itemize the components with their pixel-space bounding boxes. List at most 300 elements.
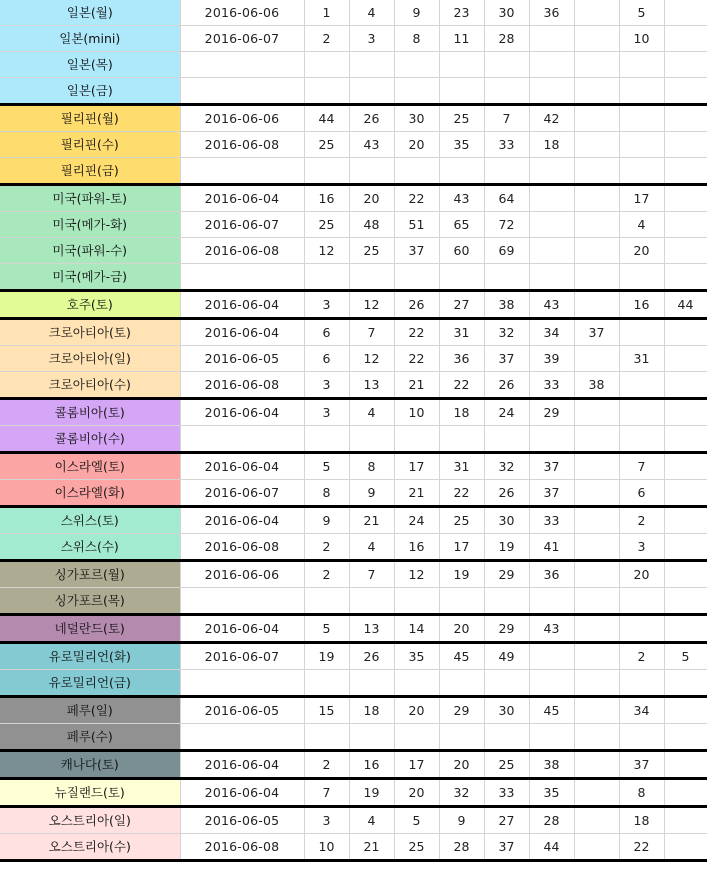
winning-number-cell: 2: [619, 643, 664, 670]
winning-number-cell: 17: [394, 453, 439, 480]
table-row: [0, 561, 707, 588]
draw-date-cell: 2016-06-04: [180, 185, 304, 212]
winning-number-cell: [574, 670, 619, 697]
winning-number-cell: [664, 26, 707, 52]
winning-number-cell: 41: [529, 534, 574, 561]
lottery-name-cell: 미국(파워-토): [0, 185, 180, 212]
winning-number-cell: [394, 264, 439, 291]
winning-number-cell: 3: [619, 534, 664, 561]
winning-number-cell: 20: [349, 185, 394, 212]
winning-number-cell: [349, 52, 394, 78]
winning-number-cell: [484, 426, 529, 453]
winning-number-cell: [349, 724, 394, 751]
winning-number-cell: 22: [394, 319, 439, 346]
draw-date-cell: [180, 588, 304, 615]
winning-number-cell: [574, 399, 619, 426]
winning-number-cell: [484, 724, 529, 751]
winning-number-cell: [529, 212, 574, 238]
winning-number-cell: 24: [484, 399, 529, 426]
winning-number-cell: 43: [529, 291, 574, 319]
winning-number-cell: [574, 0, 619, 26]
winning-number-cell: 15: [304, 697, 349, 724]
winning-number-cell: 31: [439, 453, 484, 480]
winning-number-cell: [529, 26, 574, 52]
winning-number-cell: [619, 78, 664, 105]
winning-number-cell: [574, 264, 619, 291]
winning-number-cell: 22: [619, 834, 664, 861]
winning-number-cell: 27: [484, 807, 529, 834]
winning-number-cell: [574, 26, 619, 52]
winning-number-cell: 6: [619, 480, 664, 507]
winning-number-cell: [484, 52, 529, 78]
lottery-name-cell: 유로밀리언(금): [0, 670, 180, 697]
winning-number-cell: 26: [484, 480, 529, 507]
winning-number-cell: [664, 426, 707, 453]
winning-number-cell: 38: [529, 751, 574, 779]
winning-number-cell: 29: [484, 561, 529, 588]
winning-number-cell: 7: [484, 105, 529, 132]
winning-number-cell: 9: [304, 507, 349, 534]
winning-number-cell: [619, 724, 664, 751]
winning-number-cell: 33: [529, 372, 574, 399]
winning-number-cell: [664, 534, 707, 561]
winning-number-cell: 43: [439, 185, 484, 212]
winning-number-cell: 51: [394, 212, 439, 238]
winning-number-cell: 27: [439, 291, 484, 319]
winning-number-cell: 19: [439, 561, 484, 588]
winning-number-cell: [664, 561, 707, 588]
winning-number-cell: [439, 426, 484, 453]
winning-number-cell: 8: [349, 453, 394, 480]
winning-number-cell: 38: [574, 372, 619, 399]
winning-number-cell: [574, 507, 619, 534]
winning-number-cell: 20: [439, 751, 484, 779]
winning-number-cell: [664, 264, 707, 291]
winning-number-cell: [619, 158, 664, 185]
winning-number-cell: 44: [529, 834, 574, 861]
winning-number-cell: [664, 0, 707, 26]
winning-number-cell: 18: [529, 132, 574, 158]
lottery-name-cell: 싱가포르(목): [0, 588, 180, 615]
lottery-name-cell: 일본(월): [0, 0, 180, 26]
winning-number-cell: 17: [439, 534, 484, 561]
winning-number-cell: [529, 52, 574, 78]
draw-date-cell: 2016-06-08: [180, 534, 304, 561]
winning-number-cell: [619, 372, 664, 399]
winning-number-cell: [664, 319, 707, 346]
winning-number-cell: 25: [304, 132, 349, 158]
winning-number-cell: [664, 238, 707, 264]
winning-number-cell: 31: [439, 319, 484, 346]
winning-number-cell: [529, 264, 574, 291]
winning-number-cell: 21: [394, 372, 439, 399]
winning-number-cell: 34: [529, 319, 574, 346]
winning-number-cell: [574, 158, 619, 185]
winning-number-cell: [664, 480, 707, 507]
lottery-name-cell: 일본(mini): [0, 26, 180, 52]
winning-number-cell: [664, 697, 707, 724]
winning-number-cell: 11: [439, 26, 484, 52]
winning-number-cell: 18: [439, 399, 484, 426]
winning-number-cell: 21: [349, 507, 394, 534]
winning-number-cell: 7: [349, 319, 394, 346]
winning-number-cell: 29: [529, 399, 574, 426]
winning-number-cell: 34: [619, 697, 664, 724]
winning-number-cell: [619, 105, 664, 132]
draw-date-cell: 2016-06-08: [180, 372, 304, 399]
winning-number-cell: 37: [574, 319, 619, 346]
winning-number-cell: [529, 724, 574, 751]
winning-number-cell: 16: [619, 291, 664, 319]
table-row: [0, 346, 707, 372]
winning-number-cell: [439, 264, 484, 291]
table-row: [0, 399, 707, 426]
table-row: [0, 615, 707, 643]
winning-number-cell: [394, 588, 439, 615]
winning-number-cell: [664, 779, 707, 807]
winning-number-cell: 37: [394, 238, 439, 264]
winning-number-cell: [574, 52, 619, 78]
draw-date-cell: [180, 426, 304, 453]
winning-number-cell: 33: [529, 507, 574, 534]
winning-number-cell: [349, 426, 394, 453]
winning-number-cell: 30: [484, 0, 529, 26]
table-row: [0, 372, 707, 399]
winning-number-cell: 26: [349, 105, 394, 132]
winning-number-cell: 25: [484, 751, 529, 779]
winning-number-cell: [574, 561, 619, 588]
winning-number-cell: [619, 426, 664, 453]
draw-date-cell: 2016-06-06: [180, 0, 304, 26]
winning-number-cell: 25: [349, 238, 394, 264]
winning-number-cell: 32: [484, 319, 529, 346]
winning-number-cell: 65: [439, 212, 484, 238]
lottery-name-cell: 뉴질랜드(토): [0, 779, 180, 807]
winning-number-cell: [304, 78, 349, 105]
winning-number-cell: [574, 834, 619, 861]
winning-number-cell: [304, 724, 349, 751]
winning-number-cell: [664, 346, 707, 372]
winning-number-cell: [439, 78, 484, 105]
draw-date-cell: 2016-06-04: [180, 291, 304, 319]
winning-number-cell: 36: [529, 561, 574, 588]
winning-number-cell: [619, 264, 664, 291]
winning-number-cell: 7: [349, 561, 394, 588]
winning-number-cell: [484, 264, 529, 291]
winning-number-cell: 5: [304, 615, 349, 643]
winning-number-cell: 4: [349, 399, 394, 426]
winning-number-cell: [394, 158, 439, 185]
winning-number-cell: 3: [304, 372, 349, 399]
table-row: [0, 834, 707, 861]
winning-number-cell: 43: [349, 132, 394, 158]
winning-number-cell: 5: [664, 643, 707, 670]
winning-number-cell: [574, 238, 619, 264]
winning-number-cell: [619, 670, 664, 697]
winning-number-cell: 9: [439, 807, 484, 834]
draw-date-cell: 2016-06-07: [180, 26, 304, 52]
winning-number-cell: [619, 399, 664, 426]
winning-number-cell: [664, 588, 707, 615]
winning-number-cell: 45: [529, 697, 574, 724]
winning-number-cell: 5: [619, 0, 664, 26]
table-row: [0, 0, 707, 26]
lottery-name-cell: 네덜란드(토): [0, 615, 180, 643]
winning-number-cell: 30: [484, 507, 529, 534]
winning-number-cell: [664, 507, 707, 534]
lottery-name-cell: 이스라엘(화): [0, 480, 180, 507]
lottery-name-cell: 일본(금): [0, 78, 180, 105]
winning-number-cell: [619, 615, 664, 643]
draw-date-cell: 2016-06-05: [180, 807, 304, 834]
draw-date-cell: [180, 52, 304, 78]
winning-number-cell: 26: [484, 372, 529, 399]
draw-date-cell: [180, 158, 304, 185]
winning-number-cell: [664, 807, 707, 834]
winning-number-cell: 48: [349, 212, 394, 238]
winning-number-cell: [664, 132, 707, 158]
draw-date-cell: 2016-06-05: [180, 346, 304, 372]
winning-number-cell: [574, 185, 619, 212]
table-row: [0, 52, 707, 78]
draw-date-cell: 2016-06-07: [180, 480, 304, 507]
winning-number-cell: [574, 615, 619, 643]
lottery-name-cell: 싱가포르(월): [0, 561, 180, 588]
winning-number-cell: 20: [619, 238, 664, 264]
winning-number-cell: 13: [349, 615, 394, 643]
winning-number-cell: 69: [484, 238, 529, 264]
winning-number-cell: 33: [484, 132, 529, 158]
winning-number-cell: 12: [304, 238, 349, 264]
winning-number-cell: 5: [304, 453, 349, 480]
winning-number-cell: [664, 158, 707, 185]
winning-number-cell: [664, 185, 707, 212]
lottery-name-cell: 콜롬비아(토): [0, 399, 180, 426]
winning-number-cell: [304, 426, 349, 453]
winning-number-cell: [574, 105, 619, 132]
draw-date-cell: 2016-06-04: [180, 453, 304, 480]
winning-number-cell: [349, 670, 394, 697]
winning-number-cell: 2: [304, 26, 349, 52]
draw-date-cell: 2016-06-04: [180, 507, 304, 534]
winning-number-cell: 37: [529, 480, 574, 507]
winning-number-cell: [529, 670, 574, 697]
winning-number-cell: [664, 372, 707, 399]
table-row: [0, 426, 707, 453]
winning-number-cell: 28: [529, 807, 574, 834]
winning-number-cell: 8: [394, 26, 439, 52]
winning-number-cell: [529, 238, 574, 264]
lottery-name-cell: 이스라엘(토): [0, 453, 180, 480]
winning-number-cell: 31: [619, 346, 664, 372]
winning-number-cell: 10: [304, 834, 349, 861]
winning-number-cell: 3: [304, 399, 349, 426]
winning-number-cell: [439, 588, 484, 615]
winning-number-cell: 38: [484, 291, 529, 319]
winning-number-cell: 29: [439, 697, 484, 724]
winning-number-cell: [394, 670, 439, 697]
winning-number-cell: 22: [439, 372, 484, 399]
winning-number-cell: 21: [349, 834, 394, 861]
winning-number-cell: 32: [439, 779, 484, 807]
winning-number-cell: [574, 426, 619, 453]
table-row: [0, 480, 707, 507]
winning-number-cell: 5: [394, 807, 439, 834]
winning-number-cell: 30: [394, 105, 439, 132]
winning-number-cell: [484, 588, 529, 615]
winning-number-cell: [664, 52, 707, 78]
lottery-name-cell: 미국(파워-수): [0, 238, 180, 264]
winning-number-cell: 21: [394, 480, 439, 507]
winning-number-cell: 16: [394, 534, 439, 561]
lottery-name-cell: 스위스(토): [0, 507, 180, 534]
winning-number-cell: [574, 588, 619, 615]
lottery-name-cell: 크로아티아(수): [0, 372, 180, 399]
lottery-name-cell: 크로아티아(토): [0, 319, 180, 346]
winning-number-cell: [664, 453, 707, 480]
draw-date-cell: [180, 670, 304, 697]
winning-number-cell: 25: [304, 212, 349, 238]
winning-number-cell: 9: [394, 0, 439, 26]
winning-number-cell: 17: [394, 751, 439, 779]
lottery-name-cell: 필리핀(수): [0, 132, 180, 158]
table-row: [0, 212, 707, 238]
draw-date-cell: [180, 724, 304, 751]
winning-number-cell: [439, 52, 484, 78]
table-row: [0, 319, 707, 346]
winning-number-cell: [529, 588, 574, 615]
draw-date-cell: 2016-06-04: [180, 779, 304, 807]
winning-number-cell: [529, 643, 574, 670]
winning-number-cell: 19: [304, 643, 349, 670]
winning-number-cell: [574, 212, 619, 238]
winning-number-cell: [619, 52, 664, 78]
winning-number-cell: 44: [664, 291, 707, 319]
winning-number-cell: 35: [394, 643, 439, 670]
winning-number-cell: 64: [484, 185, 529, 212]
winning-number-cell: 28: [484, 26, 529, 52]
winning-number-cell: 49: [484, 643, 529, 670]
winning-number-cell: 7: [619, 453, 664, 480]
winning-number-cell: 18: [619, 807, 664, 834]
lottery-name-cell: 페루(수): [0, 724, 180, 751]
lottery-name-cell: 미국(메가-금): [0, 264, 180, 291]
winning-number-cell: [484, 78, 529, 105]
draw-date-cell: [180, 264, 304, 291]
winning-number-cell: [349, 158, 394, 185]
lottery-name-cell: 스위스(수): [0, 534, 180, 561]
winning-number-cell: 19: [484, 534, 529, 561]
table-row: [0, 132, 707, 158]
winning-number-cell: 3: [349, 26, 394, 52]
winning-number-cell: 39: [529, 346, 574, 372]
winning-number-cell: 25: [439, 507, 484, 534]
table-row: [0, 185, 707, 212]
winning-number-cell: [349, 264, 394, 291]
winning-number-cell: [304, 588, 349, 615]
winning-number-cell: [304, 264, 349, 291]
winning-number-cell: 1: [304, 0, 349, 26]
winning-number-cell: [664, 105, 707, 132]
winning-number-cell: 7: [304, 779, 349, 807]
lottery-name-cell: 필리핀(월): [0, 105, 180, 132]
winning-number-cell: 42: [529, 105, 574, 132]
winning-number-cell: 24: [394, 507, 439, 534]
winning-number-cell: 12: [349, 346, 394, 372]
winning-number-cell: [574, 751, 619, 779]
winning-number-cell: [529, 185, 574, 212]
winning-number-cell: 10: [619, 26, 664, 52]
table-row: [0, 751, 707, 779]
winning-number-cell: 23: [439, 0, 484, 26]
winning-number-cell: [574, 78, 619, 105]
draw-date-cell: 2016-06-06: [180, 105, 304, 132]
winning-number-cell: 60: [439, 238, 484, 264]
winning-number-cell: 45: [439, 643, 484, 670]
winning-number-cell: 30: [484, 697, 529, 724]
winning-number-cell: 2: [304, 751, 349, 779]
winning-number-cell: 3: [304, 807, 349, 834]
winning-number-cell: [664, 78, 707, 105]
winning-number-cell: 19: [349, 779, 394, 807]
winning-number-cell: 10: [394, 399, 439, 426]
winning-number-cell: [664, 751, 707, 779]
table-row: [0, 643, 707, 670]
table-row: [0, 291, 707, 319]
lottery-name-cell: 크로아티아(일): [0, 346, 180, 372]
winning-number-cell: [619, 132, 664, 158]
winning-number-cell: 37: [484, 346, 529, 372]
winning-number-cell: [394, 426, 439, 453]
draw-date-cell: 2016-06-08: [180, 132, 304, 158]
winning-number-cell: [394, 724, 439, 751]
lottery-name-cell: 오스트리아(수): [0, 834, 180, 861]
winning-number-cell: 20: [619, 561, 664, 588]
winning-number-cell: 72: [484, 212, 529, 238]
winning-number-cell: 20: [439, 615, 484, 643]
draw-date-cell: 2016-06-04: [180, 615, 304, 643]
winning-number-cell: 43: [529, 615, 574, 643]
lottery-name-cell: 미국(메가-화): [0, 212, 180, 238]
winning-number-cell: 16: [349, 751, 394, 779]
winning-number-cell: 9: [349, 480, 394, 507]
draw-date-cell: 2016-06-04: [180, 399, 304, 426]
table-row: [0, 588, 707, 615]
winning-number-cell: [664, 399, 707, 426]
table-row: [0, 158, 707, 185]
winning-number-cell: [574, 779, 619, 807]
draw-date-cell: 2016-06-08: [180, 834, 304, 861]
winning-number-cell: [664, 834, 707, 861]
lottery-name-cell: 오스트리아(일): [0, 807, 180, 834]
winning-number-cell: [574, 807, 619, 834]
draw-date-cell: 2016-06-04: [180, 751, 304, 779]
winning-number-cell: [529, 78, 574, 105]
winning-number-cell: [574, 132, 619, 158]
winning-number-cell: 17: [619, 185, 664, 212]
table-row: [0, 670, 707, 697]
winning-number-cell: 8: [304, 480, 349, 507]
winning-number-cell: 26: [394, 291, 439, 319]
winning-number-cell: 2: [619, 507, 664, 534]
winning-number-cell: [574, 291, 619, 319]
winning-number-cell: [664, 212, 707, 238]
winning-number-cell: 3: [304, 291, 349, 319]
winning-number-cell: 36: [529, 0, 574, 26]
winning-number-cell: [574, 480, 619, 507]
table-row: [0, 453, 707, 480]
winning-number-cell: 4: [349, 0, 394, 26]
